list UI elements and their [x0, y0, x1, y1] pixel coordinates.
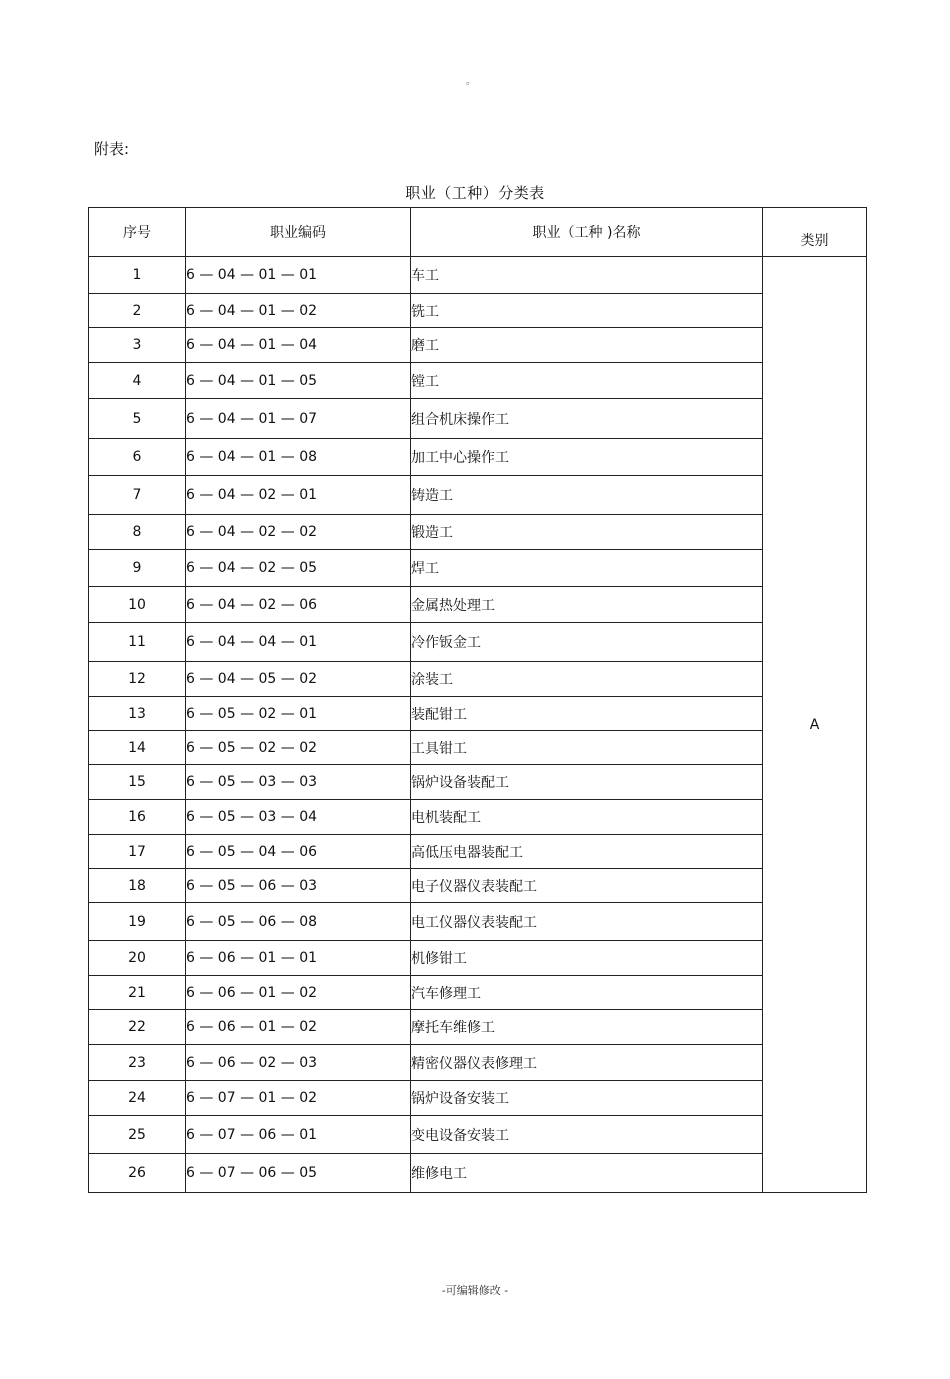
table-row: [89, 623, 867, 662]
row-seq: 7: [89, 476, 186, 515]
table-row: [89, 1045, 867, 1081]
row-code: 6 — 05 — 02 — 02: [186, 731, 411, 765]
row-name: 冷作钣金工: [411, 623, 763, 662]
row-seq: 22: [89, 1010, 186, 1045]
table-row: [89, 587, 867, 623]
row-code: 6 — 04 — 02 — 02: [186, 515, 411, 550]
occupation-table: [88, 207, 867, 1193]
row-name: 维修电工: [411, 1154, 763, 1193]
table-row: [89, 294, 867, 328]
table-row: [89, 731, 867, 765]
row-code: 6 — 05 — 02 — 01: [186, 697, 411, 731]
row-code: 6 — 04 — 02 — 01: [186, 476, 411, 515]
row-seq: 9: [89, 550, 186, 587]
row-name: 电工仪器仪表装配工: [411, 903, 763, 941]
row-code: 6 — 05 — 06 — 03: [186, 869, 411, 903]
row-code: 6 — 05 — 04 — 06: [186, 835, 411, 869]
table-row: [89, 550, 867, 587]
annex-label: 附表:: [94, 140, 130, 158]
row-name: 汽车修理工: [411, 976, 763, 1010]
row-code: 6 — 07 — 01 — 02: [186, 1081, 411, 1116]
row-seq: 6: [89, 439, 186, 476]
row-name: 变电设备安装工: [411, 1116, 763, 1154]
row-seq: 1: [89, 257, 186, 294]
table-row: [89, 439, 867, 476]
table-row: [89, 399, 867, 439]
table-header-row: [89, 208, 867, 257]
row-seq: 15: [89, 765, 186, 800]
row-name: 镗工: [411, 363, 763, 399]
row-code: 6 — 07 — 06 — 01: [186, 1116, 411, 1154]
category-cell: A: [763, 257, 867, 1193]
table-row: [89, 1154, 867, 1193]
row-code: 6 — 05 — 03 — 04: [186, 800, 411, 835]
row-name: 装配钳工: [411, 697, 763, 731]
row-code: 6 — 04 — 01 — 04: [186, 328, 411, 363]
table-row: [89, 835, 867, 869]
header-seq: 序号: [89, 208, 186, 257]
row-seq: 11: [89, 623, 186, 662]
row-name: 金属热处理工: [411, 587, 763, 623]
row-seq: 8: [89, 515, 186, 550]
row-seq: 12: [89, 662, 186, 697]
table-row: [89, 328, 867, 363]
table-row: [89, 1010, 867, 1045]
row-code: 6 — 04 — 05 — 02: [186, 662, 411, 697]
row-code: 6 — 04 — 01 — 07: [186, 399, 411, 439]
table-row: [89, 1116, 867, 1154]
row-code: 6 — 06 — 02 — 03: [186, 1045, 411, 1081]
table-row: [89, 1081, 867, 1116]
table-title: 职业（工种）分类表: [405, 184, 545, 202]
row-name: 车工: [411, 257, 763, 294]
row-name: 涂装工: [411, 662, 763, 697]
row-name: 焊工: [411, 550, 763, 587]
header-category: 类别: [763, 208, 867, 257]
row-seq: 17: [89, 835, 186, 869]
row-code: 6 — 06 — 01 — 02: [186, 976, 411, 1010]
row-seq: 10: [89, 587, 186, 623]
table-row: [89, 476, 867, 515]
row-code: 6 — 06 — 01 — 02: [186, 1010, 411, 1045]
row-name: 电子仪器仪表装配工: [411, 869, 763, 903]
row-seq: 18: [89, 869, 186, 903]
row-name: 电机装配工: [411, 800, 763, 835]
table-row: [89, 941, 867, 976]
row-seq: 24: [89, 1081, 186, 1116]
row-name: 工具钳工: [411, 731, 763, 765]
row-seq: 4: [89, 363, 186, 399]
row-seq: 20: [89, 941, 186, 976]
row-code: 6 — 04 — 04 — 01: [186, 623, 411, 662]
table-row: [89, 903, 867, 941]
row-seq: 19: [89, 903, 186, 941]
row-seq: 14: [89, 731, 186, 765]
table-row: [89, 976, 867, 1010]
table-row: [89, 257, 867, 294]
row-code: 6 — 05 — 03 — 03: [186, 765, 411, 800]
top-mark: 。: [466, 76, 476, 87]
row-code: 6 — 04 — 02 — 06: [186, 587, 411, 623]
row-name: 磨工: [411, 328, 763, 363]
row-code: 6 — 04 — 01 — 01: [186, 257, 411, 294]
row-name: 铸造工: [411, 476, 763, 515]
header-name: 职业（工种 )名称: [411, 208, 763, 257]
row-name: 精密仪器仪表修理工: [411, 1045, 763, 1081]
row-code: 6 — 05 — 06 — 08: [186, 903, 411, 941]
footer-note: -可编辑修改 -: [441, 1284, 509, 1297]
row-code: 6 — 04 — 01 — 05: [186, 363, 411, 399]
row-name: 摩托车维修工: [411, 1010, 763, 1045]
row-code: 6 — 04 — 01 — 08: [186, 439, 411, 476]
table-row: [89, 765, 867, 800]
row-name: 机修钳工: [411, 941, 763, 976]
header-code: 职业编码: [186, 208, 411, 257]
row-seq: 21: [89, 976, 186, 1010]
row-name: 加工中心操作工: [411, 439, 763, 476]
row-code: 6 — 07 — 06 — 05: [186, 1154, 411, 1193]
table-row: [89, 363, 867, 399]
table-row: [89, 697, 867, 731]
row-name: 锻造工: [411, 515, 763, 550]
row-name: 锅炉设备装配工: [411, 765, 763, 800]
row-seq: 16: [89, 800, 186, 835]
table-row: [89, 515, 867, 550]
row-code: 6 — 04 — 01 — 02: [186, 294, 411, 328]
table-row: [89, 869, 867, 903]
row-name: 锅炉设备安装工: [411, 1081, 763, 1116]
row-seq: 25: [89, 1116, 186, 1154]
row-code: 6 — 04 — 02 — 05: [186, 550, 411, 587]
row-name: 组合机床操作工: [411, 399, 763, 439]
row-seq: 2: [89, 294, 186, 328]
row-seq: 5: [89, 399, 186, 439]
table-body: [89, 257, 867, 1193]
row-name: 铣工: [411, 294, 763, 328]
row-seq: 3: [89, 328, 186, 363]
row-seq: 26: [89, 1154, 186, 1193]
table-row: [89, 662, 867, 697]
table-row: [89, 800, 867, 835]
row-seq: 23: [89, 1045, 186, 1081]
row-seq: 13: [89, 697, 186, 731]
row-code: 6 — 06 — 01 — 01: [186, 941, 411, 976]
row-name: 高低压电器装配工: [411, 835, 763, 869]
